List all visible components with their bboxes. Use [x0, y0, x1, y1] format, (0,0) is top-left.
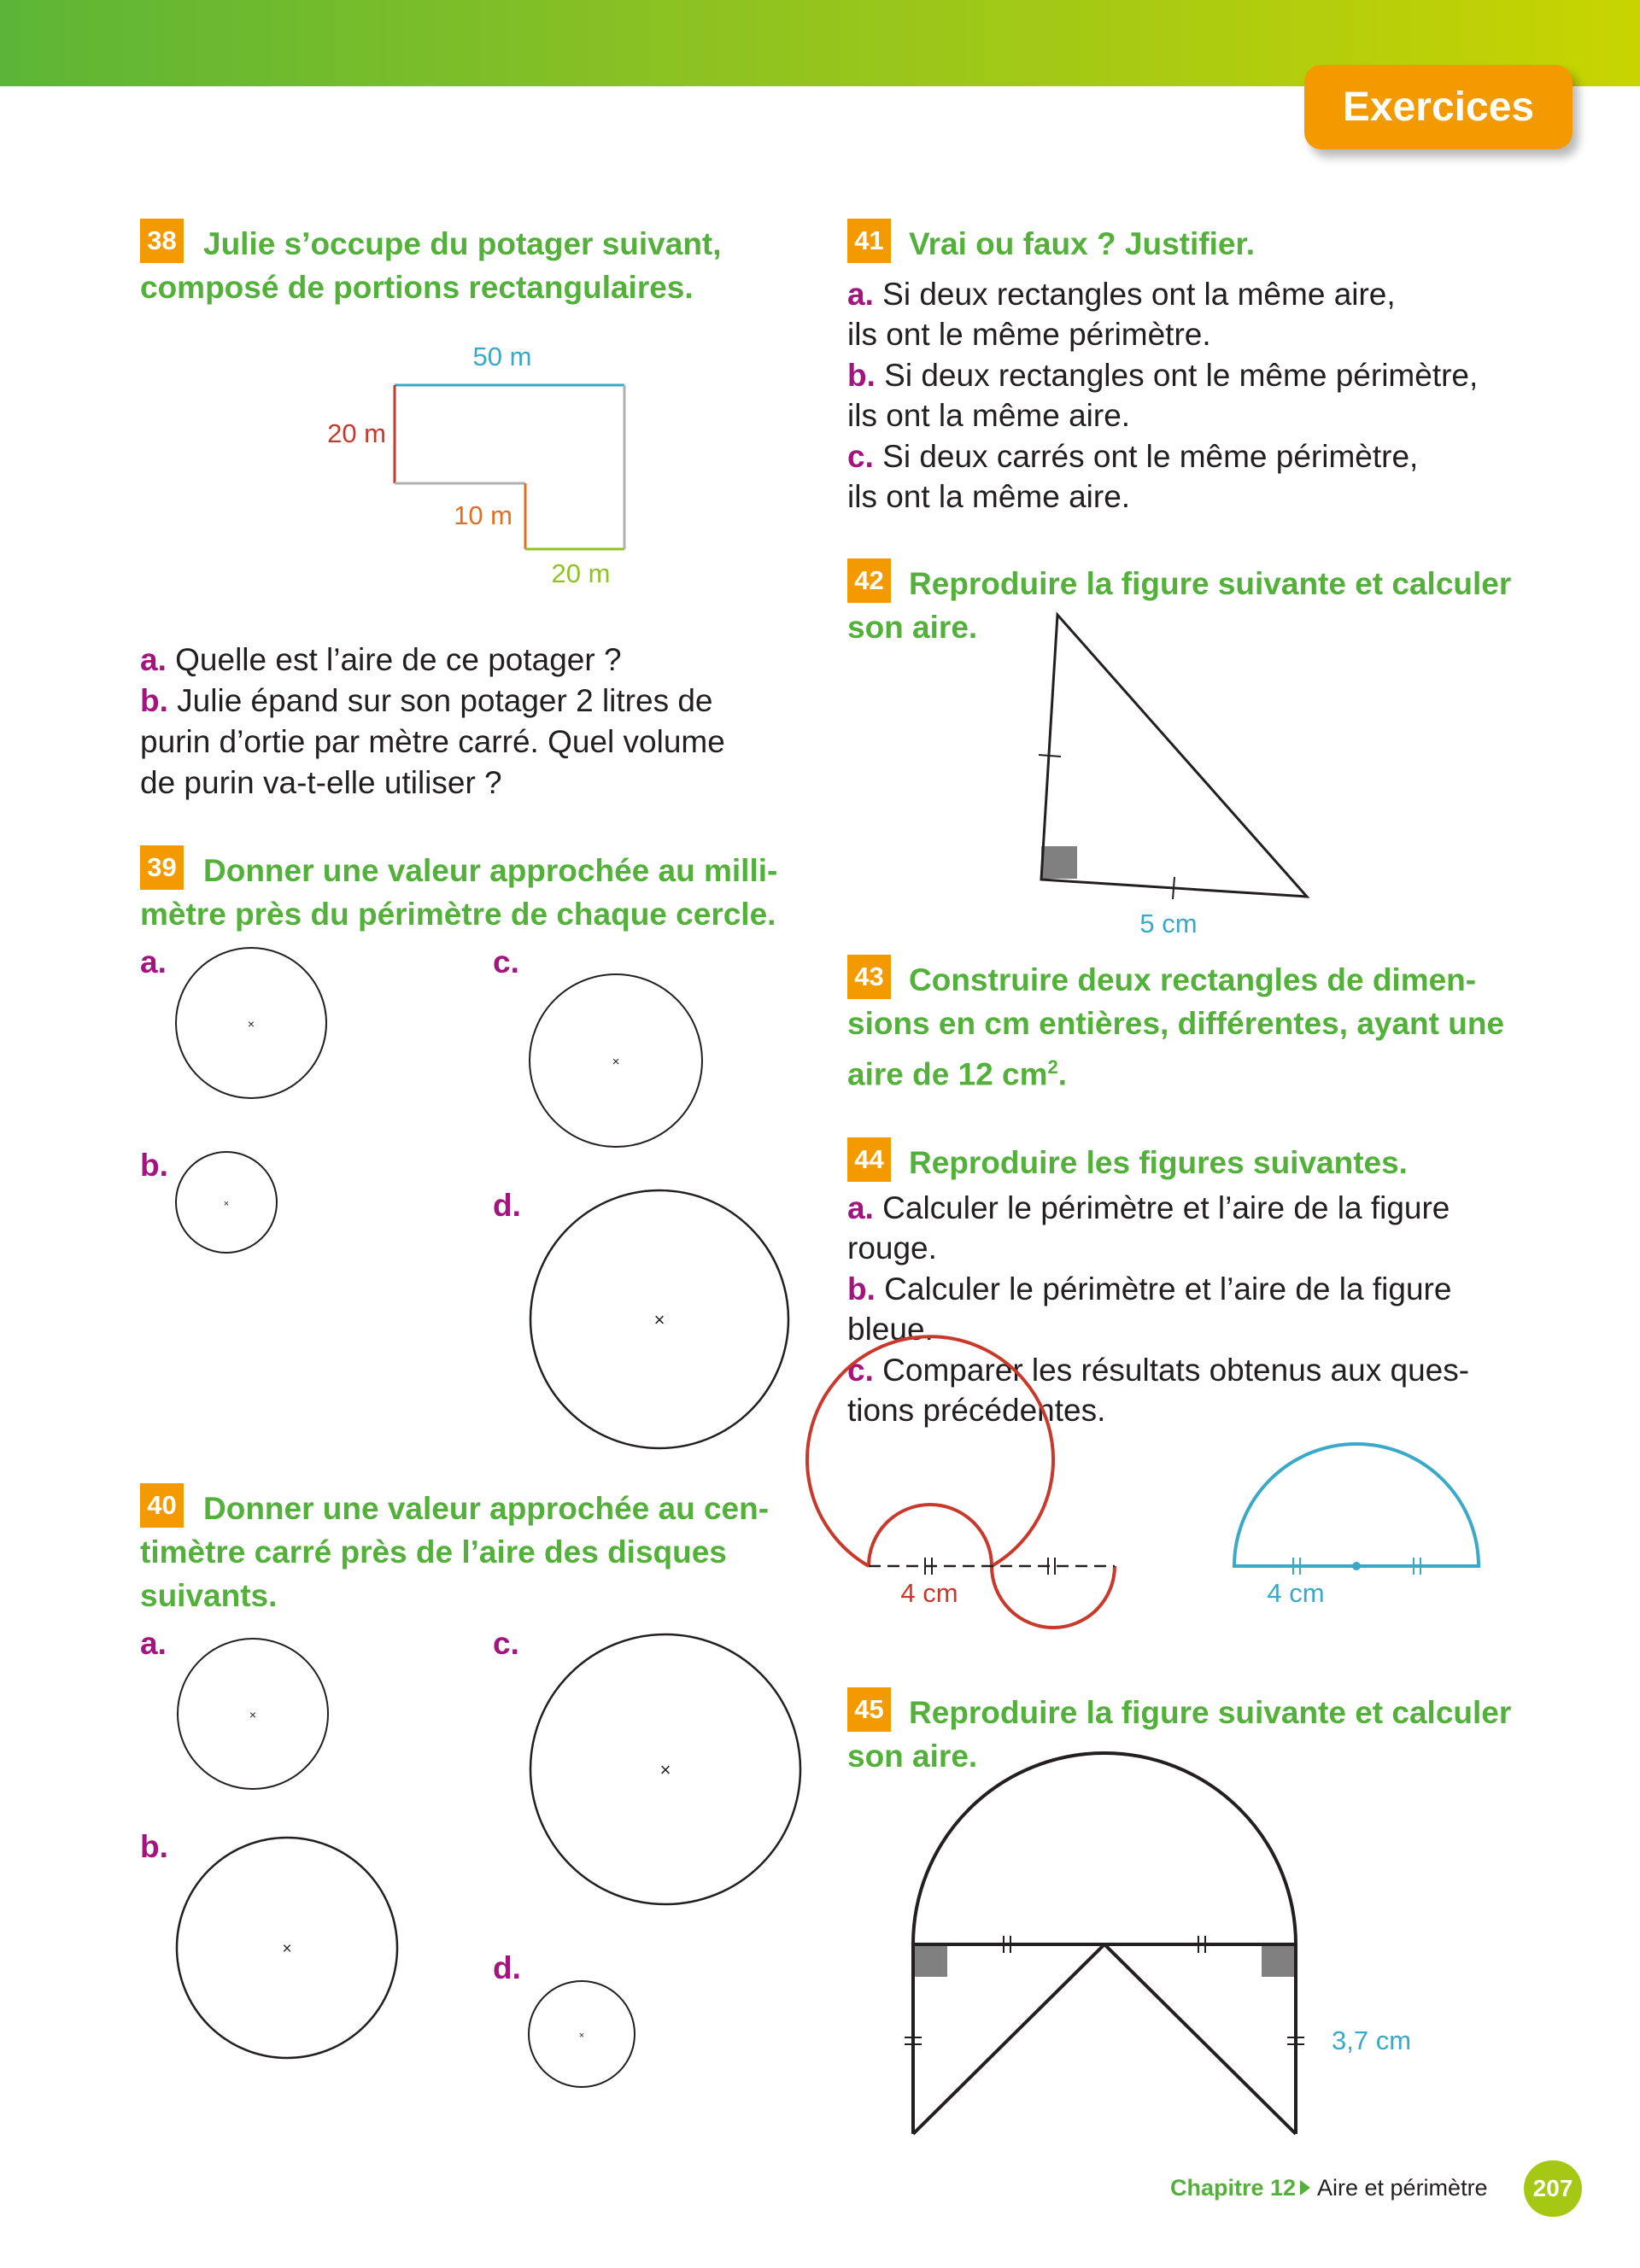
disk-label-b: b.: [140, 1829, 168, 1864]
statement-letter: b.: [847, 358, 876, 393]
circle-label-d: d.: [493, 1188, 521, 1223]
exercise-title: Construire deux rectangles de dimen-: [909, 962, 1477, 997]
exercise-title: Vrai ou faux ? Justifier.: [909, 226, 1256, 261]
question-letter: c.: [847, 1353, 874, 1388]
exercise-title: mètre près du périmètre de chaque cercle.: [140, 897, 776, 932]
exercise-title: son aire.: [847, 610, 978, 645]
superscript: 2: [1047, 1056, 1058, 1078]
dim-label: 4 cm: [1267, 1578, 1325, 1608]
dim-label: 3,7 cm: [1332, 2025, 1412, 2055]
dim-label-step: 10 m: [454, 500, 512, 530]
exercise-number: 45: [847, 1687, 891, 1732]
exercise-title: Reproduire la figure suivante et calculer: [909, 1695, 1512, 1730]
question-text: Julie épand sur son potager 2 litres de: [177, 683, 713, 718]
question-text: tions précédentes.: [847, 1393, 1106, 1428]
title-text: .: [1057, 1056, 1068, 1092]
question-text: purin d’ortie par mètre carré. Quel volume: [140, 724, 725, 759]
dim-label-bottom: 20 m: [551, 558, 611, 588]
title-text: aire de 12 cm: [847, 1056, 1048, 1092]
exercise-title: Donner une valeur approchée au cen-: [203, 1491, 770, 1526]
disk-center-mark: ×: [249, 1708, 257, 1721]
statement-text: Si deux carrés ont le même périmètre,: [882, 439, 1419, 474]
circle-label-a: a.: [140, 944, 167, 979]
statement-text: Si deux rectangles ont le même périmètre,: [884, 358, 1479, 393]
exercise-title: sions en cm entières, différentes, ayant une: [847, 1006, 1505, 1041]
right-angle-mark: [1262, 1944, 1296, 1977]
disk-center-mark: ×: [578, 2031, 585, 2041]
exercise-number: 44: [847, 1137, 891, 1182]
chevron-right-icon: [1300, 2180, 1310, 2195]
exercise-number: 39: [140, 845, 184, 890]
footer-chapter: Chapitre 12: [1170, 2175, 1297, 2201]
exercise-title: son aire.: [847, 1739, 978, 1774]
dim-label: 4 cm: [900, 1578, 958, 1608]
question-text: de purin va-t-elle utiliser ?: [140, 765, 502, 800]
exercise-title: Donner une valeur approchée au milli-: [203, 853, 778, 888]
question-text: Comparer les résultats obtenus aux ques-: [882, 1353, 1470, 1388]
statement-text: ils ont le même périmètre.: [847, 317, 1211, 352]
exercise-title: suivants.: [140, 1578, 278, 1613]
dim-label-left: 20 m: [327, 418, 386, 448]
exercise-number: 43: [847, 955, 891, 999]
disk-label-c: c.: [493, 1626, 519, 1661]
right-angle-mark: [913, 1944, 947, 1977]
dim-label: 5 cm: [1139, 909, 1198, 938]
question-letter: b.: [140, 683, 168, 718]
question-letter: a.: [847, 1190, 874, 1225]
disk-label-a: a.: [140, 1626, 167, 1661]
disk-center-mark: ×: [282, 1940, 292, 1958]
exercise-number: 42: [847, 558, 891, 603]
section-tab-label: Exercices: [1342, 85, 1535, 130]
question-text: Calculer le périmètre et l’aire de la figure: [882, 1190, 1450, 1225]
exercise-title: timètre carré près de l’aire des disques: [140, 1534, 727, 1569]
exercise-number: 40: [140, 1483, 184, 1528]
circle-center-mark: ×: [247, 1017, 255, 1031]
exercise-number: 41: [847, 219, 891, 263]
exercise-title: Reproduire les figures suivantes.: [909, 1145, 1408, 1180]
question-letter: b.: [847, 1271, 876, 1306]
statement-text: ils ont la même aire.: [847, 479, 1131, 514]
question-letter: a.: [140, 642, 167, 677]
footer-topic: Aire et périmètre: [1317, 2175, 1488, 2201]
dim-label-top: 50 m: [472, 342, 532, 371]
circle-label-b: b.: [140, 1148, 168, 1183]
exercise-title: composé de portions rectangulaires.: [140, 270, 694, 305]
question-text: rouge.: [847, 1230, 937, 1266]
statement-letter: c.: [847, 439, 874, 474]
exercise-title: Reproduire la figure suivante et calculer: [909, 566, 1512, 601]
disk-center-mark: ×: [659, 1759, 671, 1780]
statement-text: ils ont la même aire.: [847, 398, 1131, 433]
circle-label-c: c.: [493, 944, 519, 979]
disk-label-d: d.: [493, 1950, 521, 1985]
circle-center-mark: ×: [223, 1199, 230, 1209]
question-text: Calculer le périmètre et l’aire de la figure: [884, 1271, 1452, 1306]
exercise-title: Julie s’occupe du potager suivant,: [203, 226, 722, 261]
exercise-number: 38: [140, 219, 184, 263]
circle-center-mark: ×: [612, 1055, 620, 1069]
statement-letter: a.: [847, 277, 874, 312]
question-text: bleue.: [847, 1312, 934, 1347]
page-number: 207: [1524, 2160, 1582, 2217]
semicircle: [913, 1753, 1296, 1944]
statement-text: Si deux rectangles ont la même aire,: [882, 277, 1396, 312]
circle-center-mark: ×: [653, 1309, 665, 1330]
question-text: Quelle est l’aire de ce potager ?: [175, 642, 622, 677]
